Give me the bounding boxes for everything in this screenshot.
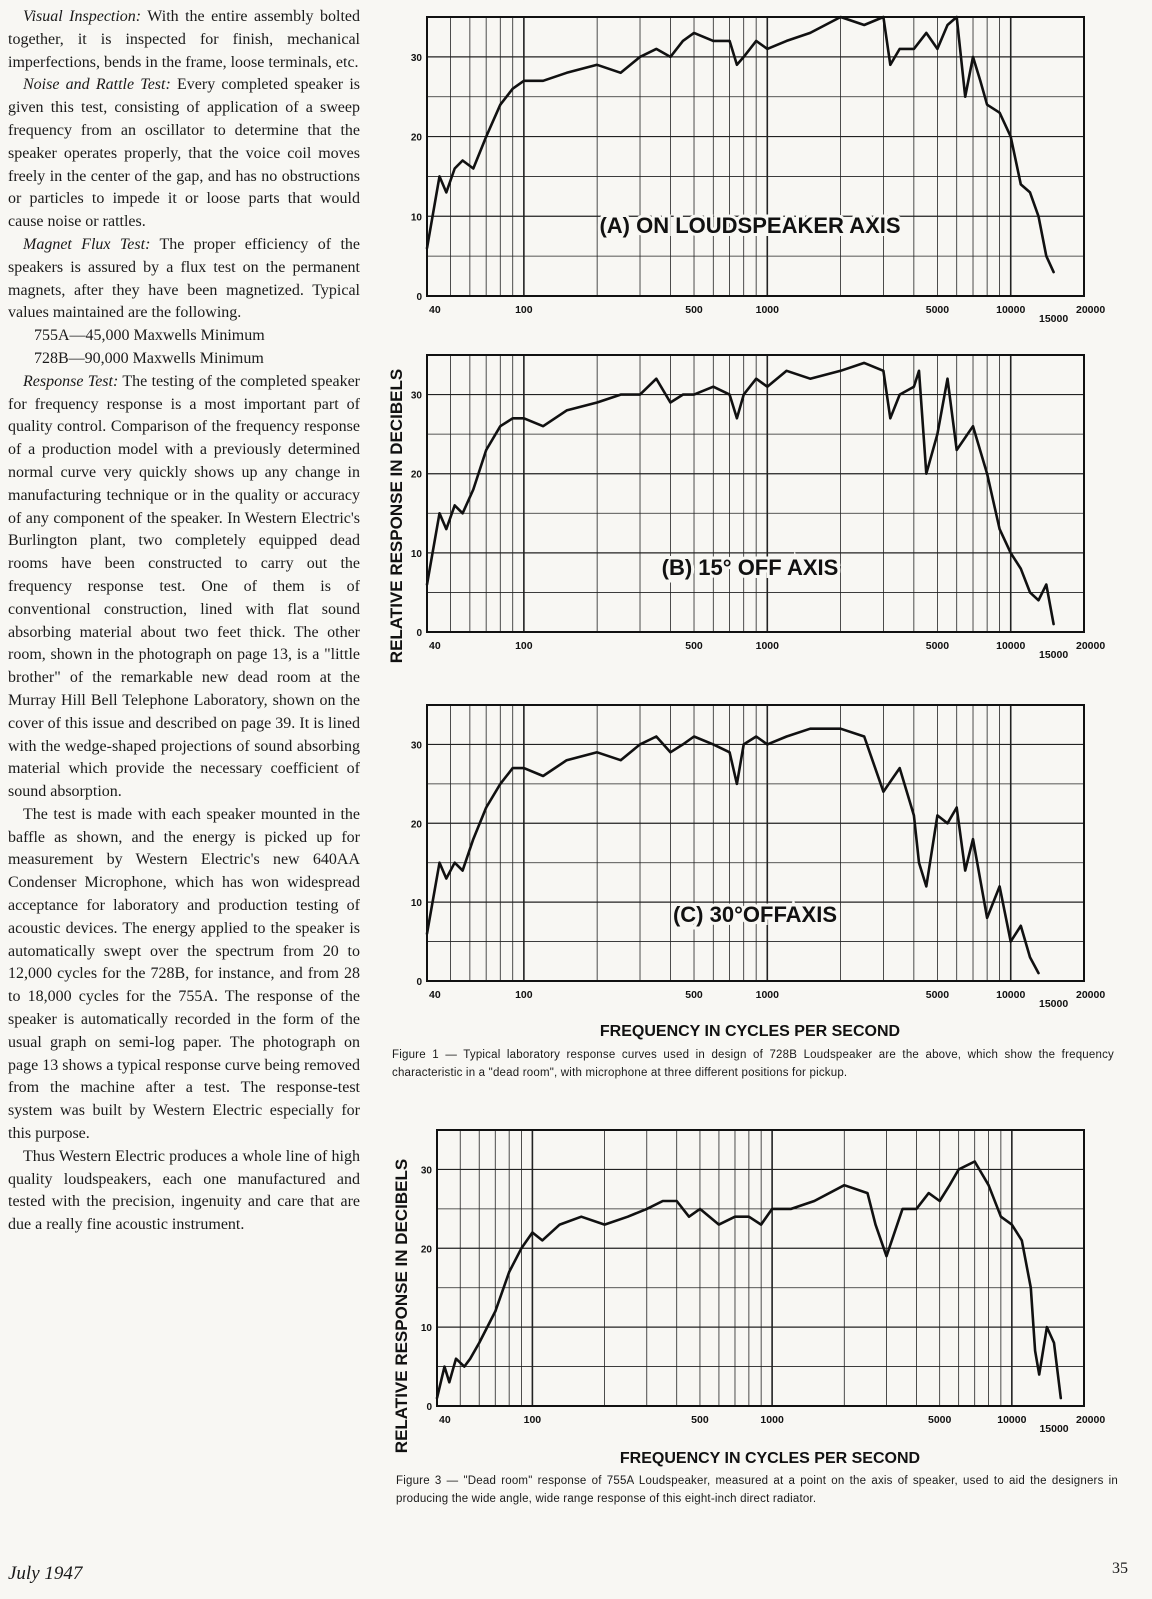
x-tick-label: 15000 [1039,1423,1069,1435]
y-tick-label: 0 [416,977,422,988]
y-tick-label: 10 [410,898,422,910]
chart-title: (B) 15° OFF AXIS [661,555,839,580]
chart-c-30-off-axis [411,705,1105,1010]
x-tick-label: 500 [685,640,703,652]
x-tick-label: 500 [685,304,703,316]
x-tick-label: 40 [429,640,441,652]
y-tick-label: 20 [410,819,422,831]
y-tick-label: 0 [416,628,422,639]
x-tick-label: 15000 [1038,998,1069,1010]
plot-frame [427,705,1084,981]
x-tick-label: 40 [429,989,441,1001]
x-tick-label: 1000 [755,989,779,1001]
paragraph-text: With the entire assembly bolted together, it is inspected for finish, mechanical imperfections, bends in the frame, loose terminals, etc. [8,8,360,71]
article-text [8,6,360,1237]
paragraph-text: Thus Western Electric produces a whole line of high quality loudspeakers, each one manufactured and tested with the precision, ingenuity and care that are due a really fine acoustic instrument. [8,1147,360,1234]
x-tick-label: 5000 [927,1414,952,1426]
x-tick-label: 20000 [1076,1414,1106,1426]
response-curve [427,729,1039,973]
article-paragraph [8,1146,360,1237]
chart-title: (A) ON LOUDSPEAKER AXIS [599,213,901,238]
x-tick-label: 1000 [755,640,779,652]
x-tick-label: 5000 [925,304,950,316]
article-paragraph [8,325,360,348]
x-tick-label: 5000 [925,640,950,652]
paragraph-lead: Response Test: [23,372,119,390]
chart-a-on-axis [411,17,1105,325]
plot-frame [427,17,1084,296]
chart-755a-dead-room [421,1130,1105,1435]
paragraph-text: The proper efficiency of the speakers is assured by a flux test on the permanent magnets, after they have been magnetized. Typical values maintained are the following. [8,235,360,322]
article-paragraph [8,804,360,1146]
x-tick-label: 15000 [1038,313,1069,325]
x-tick-label: 5000 [925,989,950,1001]
x-tick-label: 10000 [996,640,1026,652]
fig1-xlabel: FREQUENCY IN CYCLES PER SECOND [599,1023,901,1040]
figure-1 [380,0,1152,1090]
x-tick-label: 20000 [1076,640,1106,652]
article-paragraph [8,371,360,804]
x-tick-label: 40 [439,1414,451,1426]
x-tick-label: 10000 [997,1414,1027,1426]
fig3-xlabel: FREQUENCY IN CYCLES PER SECOND [619,1450,921,1467]
x-tick-label: 20000 [1076,989,1106,1001]
paragraph-text: 728B—90,000 Maxwells Minimum [34,349,264,367]
paragraph-text: The test is made with each speaker mounted in the baffle as shown, and the energy is picked up for measurement by Western Electric's new 640AA Condenser Microphone, which has won widespread acceptance for laboratory and production testing of acoustic devices. The energy applied to the speaker is automatically swept over the spectrum from 20 to 12,000 cycles for the 728B, for instance, and from 28 to 18,000 cycles for the 755A. The response of the speaker is automatically recorded in the form of the usual graph on semi-log paper. The photograph on page 13 shows a typical response curve being removed from the machine after a test. The response-test system was built by Western Electric especially for this purpose. [8,805,360,1143]
x-tick-label: 500 [691,1414,709,1426]
footer-date: July 1947 [8,1563,83,1584]
x-tick-label: 500 [685,989,703,1001]
x-tick-label: 100 [515,304,533,316]
figure-3-caption: Figure 3 — "Dead room" response of 755A Loudspeaker, measured at a point on the axis of speaker, used to aid the designers in producing the wide angle, wide range response of this eight-inch direct radiator. [396,1475,1118,1505]
y-tick-label: 20 [410,469,422,481]
article-paragraph [8,74,360,234]
x-tick-label: 15000 [1038,649,1069,661]
figure-3 [380,1090,1152,1480]
fig1-ylabel: RELATIVE RESPONSE IN DECIBELS [387,368,406,664]
x-tick-label: 100 [515,989,533,1001]
figure-1-caption: Figure 1 — Typical laboratory response curves used in design of 728B Loudspeaker are the above, which show the frequency characteristic in a "dead room", with microphone at three different positions for pickup. [392,1049,1114,1079]
y-tick-label: 30 [410,390,422,402]
plot-frame [437,1130,1084,1406]
paragraph-lead: Magnet Flux Test: [23,235,151,253]
fig3-ylabel: RELATIVE RESPONSE IN DECIBELS [392,1158,411,1454]
x-tick-label: 100 [515,640,533,652]
y-tick-label: 10 [410,212,422,224]
article-paragraph [8,348,360,371]
x-tick-label: 40 [429,304,441,316]
chart-title: (C) 30°OFFAXIS [672,902,838,927]
y-tick-label: 30 [410,740,422,752]
article-paragraph [8,234,360,325]
paragraph-text: The testing of the completed speaker for frequency response is a most important part of quality control. Comparison of the frequency response of a production model with a previously determined normal curve very quickly shows up any change in manufacturing technique or in the quality or accuracy of any component of the speaker. In Western Electric's Burlington plant, two completely equipped dead rooms have been constructed to carry out the frequency response test. One of them is of conventional construction, lined with flat sound absorbing material about two feet thick. The other room, shown in the photograph on page 13, is a "little brother" of the remarkable new dead room at the Murray Hill Bell Telephone Laboratory, shown on the cover of this issue and described on page 39. It is lined with the wedge-shaped projections of sound absorbing material which provide the necessary coefficient of sound absorption. [8,372,360,801]
plot-frame [427,355,1084,632]
y-tick-label: 30 [410,52,422,64]
x-tick-label: 10000 [996,304,1026,316]
paragraph-text: 755A—45,000 Maxwells Minimum [34,327,265,345]
x-tick-label: 1000 [755,304,779,316]
y-tick-label: 20 [410,132,422,144]
y-tick-label: 10 [410,548,422,560]
y-tick-label: 10 [420,1323,432,1335]
page-number: 35 [1112,1560,1128,1577]
x-tick-label: 10000 [996,989,1026,1001]
x-tick-label: 20000 [1076,304,1106,316]
x-tick-label: 1000 [760,1414,784,1426]
chart-b-15-off-axis [411,355,1105,661]
response-curve [427,363,1054,624]
y-tick-label: 30 [420,1165,432,1177]
paragraph-text: Every completed speaker is given this test, consisting of application of a sweep frequency from an oscillator to determine that the speaker operates properly, that the voice coil moves freely in the center of the gap, and has no obstructions or particles to impede it or loose parts that would cause noise or rattles. [8,76,361,231]
article-paragraph [8,6,360,74]
paragraph-lead: Visual Inspection: [23,8,142,25]
y-tick-label: 20 [420,1244,432,1256]
y-tick-label: 0 [426,1402,432,1413]
paragraph-lead: Noise and Rattle Test: [23,76,171,94]
y-tick-label: 0 [416,292,422,303]
x-tick-label: 100 [523,1414,542,1426]
